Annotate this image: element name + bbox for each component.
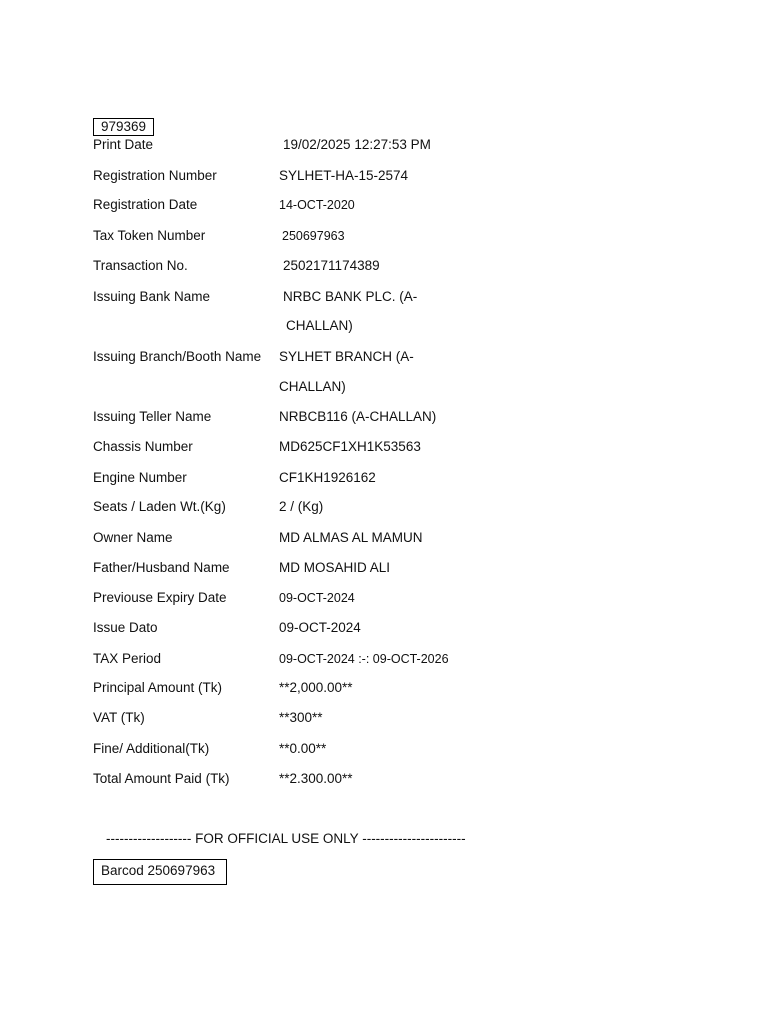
engine-number-label: Engine Number [93, 470, 187, 485]
seats-laden-value: 2 / (Kg) [279, 499, 324, 514]
issuing-teller-name-value: NRBCB116 (A-CHALLAN) [279, 409, 437, 424]
vat-value: **300** [279, 710, 323, 725]
fine-additional-value: **0.00** [279, 741, 327, 756]
print-date-label: Print Date [93, 137, 154, 152]
tax-token-number-value: 250697963 [282, 229, 345, 243]
registration-number-value: SYLHET-HA-15-2574 [279, 168, 409, 183]
registration-date-label: Registration Date [93, 197, 198, 212]
issuing-branch-value-line1: SYLHET BRANCH (A- [279, 349, 414, 364]
tax-token-number-label: Tax Token Number [93, 228, 206, 243]
document-id-box [93, 118, 154, 136]
previous-expiry-date-label: Previouse Expiry Date [93, 590, 227, 605]
official-use-divider: ------------------- FOR OFFICIAL USE ONLY ----------------------- [106, 831, 466, 846]
transaction-no-value: 2502171174389 [283, 258, 380, 273]
tax-period-label: TAX Period [93, 651, 162, 666]
issuing-teller-name-label: Issuing Teller Name [93, 409, 212, 424]
total-amount-paid-value: **2.300.00** [279, 771, 353, 786]
total-amount-paid-label: Total Amount Paid (Tk) [93, 771, 230, 786]
transaction-no-label: Transaction No. [93, 258, 188, 273]
issuing-branch-value-line2: CHALLAN) [279, 379, 346, 394]
owner-name-value: MD ALMAS AL MAMUN [279, 530, 423, 545]
registration-date-value: 14-OCT-2020 [279, 198, 355, 212]
vat-label: VAT (Tk) [93, 710, 145, 725]
previous-expiry-date-value: 09-OCT-2024 [279, 591, 355, 605]
issuing-bank-name-label: Issuing Bank Name [93, 289, 211, 304]
registration-number-label: Registration Number [93, 168, 217, 183]
chassis-number-value: MD625CF1XH1K53563 [279, 439, 421, 454]
barcode-box [93, 859, 227, 885]
tax-period-value: 09-OCT-2024 :-: 09-OCT-2026 [279, 652, 449, 666]
father-husband-name-label: Father/Husband Name [93, 560, 230, 575]
engine-number-value: CF1KH1926162 [279, 470, 376, 485]
principal-amount-label: Principal Amount (Tk) [93, 680, 223, 695]
issuing-bank-name-value-line2: CHALLAN) [286, 318, 353, 333]
print-date-value: 19/02/2025 12:27:53 PM [283, 137, 431, 152]
father-husband-name-value: MD MOSAHID ALI [279, 560, 391, 575]
document-id: 979369 [101, 119, 147, 134]
fine-additional-label: Fine/ Additional(Tk) [93, 741, 210, 756]
chassis-number-label: Chassis Number [93, 439, 193, 454]
principal-amount-value: **2,000.00** [279, 680, 353, 695]
issuing-bank-name-value-line1: NRBC BANK PLC. (A- [283, 289, 418, 304]
seats-laden-label: Seats / Laden Wt.(Kg) [93, 499, 226, 514]
issuing-branch-label: Issuing Branch/Booth Name [93, 349, 262, 364]
owner-name-label: Owner Name [93, 530, 173, 545]
issue-date-value: 09-OCT-2024 [279, 620, 361, 635]
issue-date-label: Issue Dato [93, 620, 158, 635]
barcode-label: Barcod 250697963 [101, 863, 216, 878]
